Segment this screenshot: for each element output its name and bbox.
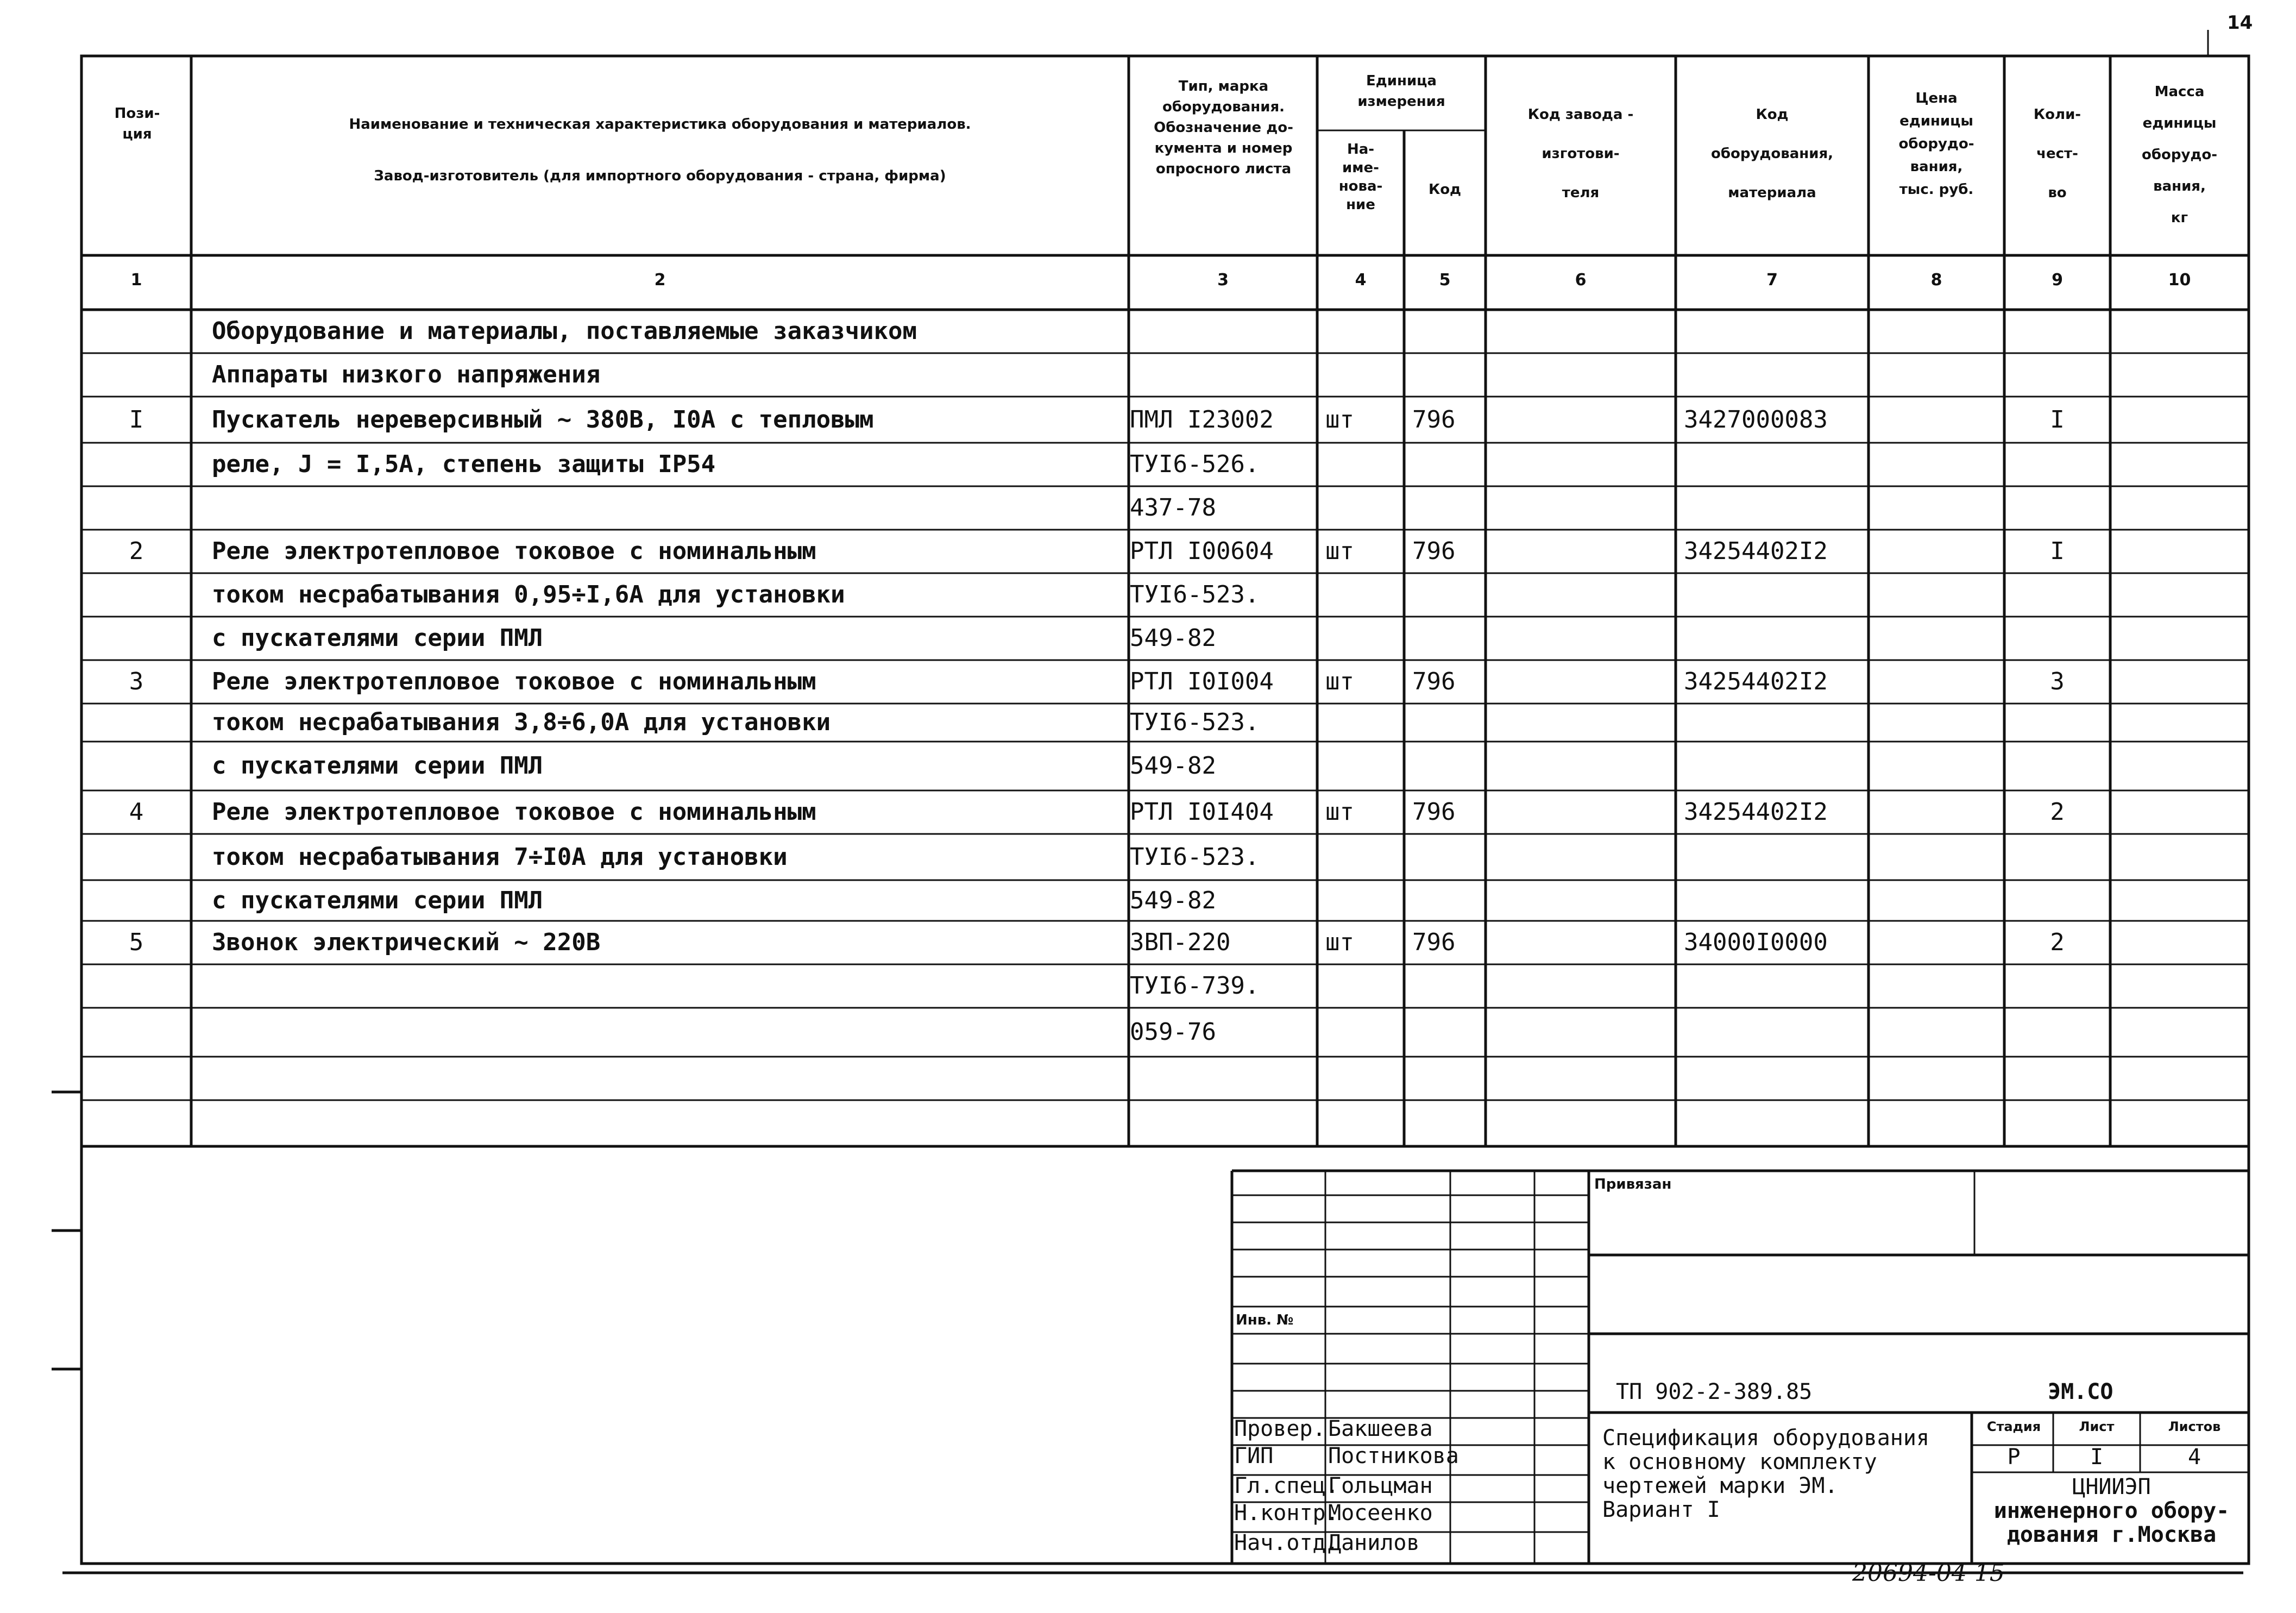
cell-quantity: I xyxy=(2050,405,2065,434)
cell-position: I xyxy=(129,405,144,434)
tb-person-name: Данилов xyxy=(1328,1530,1420,1555)
cell-unit-code: 796 xyxy=(1412,537,1456,565)
tb-role: Гл.спец. xyxy=(1234,1473,1339,1498)
column-number: 8 xyxy=(1930,271,1942,290)
cell-material-code: 34254402I2 xyxy=(1684,668,1828,695)
cell-unit-code: 796 xyxy=(1412,405,1456,434)
cell-type: ТУI6-526. xyxy=(1130,450,1260,478)
cell-name: током несрабатывания 7÷I0А для установки xyxy=(212,843,788,871)
header-unit-name: На- име- нова- ние xyxy=(1338,141,1383,213)
handwritten-archive-number: 20694-04 15 xyxy=(1852,1559,2005,1587)
column-number: 6 xyxy=(1575,271,1587,290)
header-name-line2: Завод-изготовитель (для импортного оборудования - страна, фирма) xyxy=(374,168,946,184)
tb-sheets-label: Листов xyxy=(2168,1419,2221,1434)
cell-unit-code: 796 xyxy=(1412,668,1456,695)
cell-type: РТЛ I0I004 xyxy=(1130,668,1274,695)
tb-org-line: инженерного обору- xyxy=(1993,1498,2230,1523)
tb-sheets: 4 xyxy=(2187,1445,2201,1470)
tb-org-line: дования г.Москва xyxy=(2006,1522,2217,1547)
cell-type: ПМЛ I23002 xyxy=(1130,405,1274,434)
cell-name: Звонок электрический ~ 220В xyxy=(212,928,601,956)
cell-type: ТУI6-523. xyxy=(1130,581,1260,608)
tb-stage: Р xyxy=(2007,1445,2021,1470)
column-number: 10 xyxy=(2168,271,2191,290)
header-position: Пози- ция xyxy=(114,105,160,142)
tb-doc-code: ТП 902-2-389.85 xyxy=(1616,1379,1813,1404)
header-unit-group: Единица измерения xyxy=(1357,73,1445,110)
tb-title xyxy=(1602,1426,1929,1522)
cell-type: РТЛ I00604 xyxy=(1130,537,1274,565)
cell-name: Аппараты низкого напряжения xyxy=(212,361,601,388)
cell-name: Оборудование и материалы, поставляемые заказчиком xyxy=(212,317,917,345)
header-quantity: Коли- чест- во xyxy=(2033,106,2081,201)
page-number: 14 xyxy=(2227,12,2253,34)
cell-name: с пускателями серии ПМЛ xyxy=(212,624,543,652)
cell-position: 5 xyxy=(129,928,144,956)
tb-sheet-label: Лист xyxy=(2079,1419,2115,1434)
column-number: 2 xyxy=(654,271,666,290)
column-number: 1 xyxy=(130,271,142,290)
tb-org-line: ЦНИИЭП xyxy=(2072,1474,2151,1499)
cell-type: 549-82 xyxy=(1130,886,1216,914)
cell-name: Реле электротепловое токовое с номинальным xyxy=(212,537,816,565)
cell-unit-name: шт xyxy=(1325,798,1354,826)
cell-position: 2 xyxy=(129,537,144,565)
cell-type: 437-78 xyxy=(1130,494,1216,522)
tb-role: Нач.отд. xyxy=(1234,1530,1339,1555)
tb-role: Провер. xyxy=(1234,1416,1326,1441)
cell-quantity: 2 xyxy=(2050,798,2065,826)
header-plant-code: Код завода - изготови- теля xyxy=(1527,106,1634,201)
tb-title-line: Спецификация оборудования xyxy=(1602,1426,1930,1451)
cell-type: ЗВП-220 xyxy=(1130,928,1231,956)
cell-position: 4 xyxy=(129,798,144,826)
cell-name: Пускатель нереверсивный ~ 380В, I0А с тепловым xyxy=(212,405,874,434)
cell-material-code: 3427000083 xyxy=(1684,405,1828,434)
tb-role: Н.контр. xyxy=(1234,1501,1339,1526)
column-number: 3 xyxy=(1217,271,1229,290)
tb-title-line: Вариант I xyxy=(1602,1497,1720,1522)
cell-type: РТЛ I0I404 xyxy=(1130,798,1274,826)
header-unit-code: Код xyxy=(1428,181,1462,198)
tb-title-line: к основному комплекту xyxy=(1602,1449,1877,1474)
tb-organization xyxy=(1974,1475,2249,1547)
cell-quantity: 2 xyxy=(2050,928,2065,956)
cell-quantity: I xyxy=(2050,537,2065,565)
column-number: 4 xyxy=(1355,271,1367,290)
tb-mark: ЭМ.СО xyxy=(2048,1379,2113,1404)
cell-unit-name: шт xyxy=(1325,668,1354,695)
tb-person-name: Бакшеева xyxy=(1328,1416,1433,1441)
header-material-code: Код оборудования, материала xyxy=(1710,106,1834,201)
cell-material-code: 34254402I2 xyxy=(1684,537,1828,565)
cell-name: Реле электротепловое токовое с номинальным xyxy=(212,798,816,826)
cell-quantity: 3 xyxy=(2050,668,2065,695)
cell-name: реле, J = I,5А, степень защиты IP54 xyxy=(212,450,716,478)
cell-name: с пускателями серии ПМЛ xyxy=(212,886,543,914)
cell-position: 3 xyxy=(129,668,144,695)
cell-unit-code: 796 xyxy=(1412,798,1456,826)
cell-type: 059-76 xyxy=(1130,1018,1216,1046)
header-name-line1: Наименование и техническая характеристика оборудования и материалов. xyxy=(349,116,971,133)
cell-unit-code: 796 xyxy=(1412,928,1456,956)
cell-name: током несрабатывания 0,95÷I,6А для установки xyxy=(212,581,845,608)
column-number: 9 xyxy=(2052,271,2063,290)
tb-sheet: I xyxy=(2090,1445,2104,1470)
header-mass: Масса единицы оборудо- вания, кг xyxy=(2141,84,2218,226)
tb-person-name: Постникова xyxy=(1328,1443,1459,1468)
tb-stage-label: Стадия xyxy=(1986,1419,2041,1434)
cell-unit-name: шт xyxy=(1325,405,1354,434)
cell-unit-name: шт xyxy=(1325,537,1354,565)
header-price: Цена единицы оборудо- вания, тыс. руб. xyxy=(1898,90,1974,198)
cell-type: ТУI6-739. xyxy=(1130,972,1260,1000)
tb-role: ГИП xyxy=(1234,1443,1274,1468)
cell-type: 549-82 xyxy=(1130,624,1216,652)
column-number: 5 xyxy=(1439,271,1451,290)
cell-name: током несрабатывания 3,8÷6,0А для установки xyxy=(212,708,831,736)
column-number: 7 xyxy=(1766,271,1778,290)
cell-name: с пускателями серии ПМЛ xyxy=(212,752,543,780)
tb-inv-no: Инв. № xyxy=(1236,1312,1294,1328)
tb-person-name: Мосеенко xyxy=(1328,1501,1433,1526)
cell-type: 549-82 xyxy=(1130,752,1216,780)
cell-material-code: 34254402I2 xyxy=(1684,798,1828,826)
cell-unit-name: шт xyxy=(1325,928,1354,956)
tb-title-line: чертежей марки ЭМ. xyxy=(1602,1473,1838,1498)
cell-material-code: 34000I0000 xyxy=(1684,928,1828,956)
cell-name: Реле электротепловое токовое с номинальным xyxy=(212,668,816,695)
cell-type: ТУI6-523. xyxy=(1130,708,1260,736)
header-type: Тип, марка оборудования. Обозначение до- кумента и номер опросного листа xyxy=(1154,78,1293,177)
cell-type: ТУI6-523. xyxy=(1130,843,1260,871)
tb-person-name: Гольцман xyxy=(1328,1473,1433,1498)
tb-privyazan: Привязан xyxy=(1594,1176,1672,1193)
